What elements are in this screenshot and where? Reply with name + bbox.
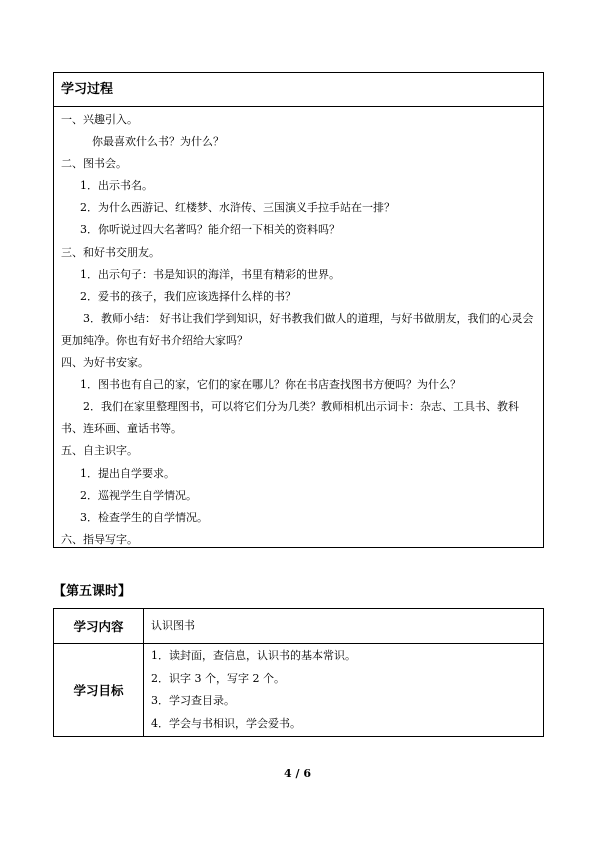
process-line: 1．提出自学要求。 [80,466,175,480]
process-line: 2．为什么西游记、红楼梦、水浒传、三国演义手拉手站在一排？ [80,201,395,215]
learning-content-row [54,609,544,644]
learning-content-value-cell [144,609,544,644]
learning-goals-cell [144,644,544,737]
process-line: 五、自主识字。 [61,444,138,458]
learning-content-label: 学习内容 [54,609,144,644]
process-line: 2．爱书的孩子，我们应该选择什么样的书？ [80,289,296,303]
learning-goal-item: 1．读封面，查信息，认识书的基本常识。 [151,649,356,662]
process-line: 六、指导写字。 [61,532,138,546]
process-line: 2．我们在家里整理图书，可以将它们分为几类？教师相机出示词卡：杂志、工具书、教科书、连环画、童话书等。 [61,400,519,436]
learning-process-body [54,107,543,547]
process-line: 3．检查学生的自学情况。 [80,510,208,524]
learning-goals-label: 学习目标 [54,644,144,737]
process-line: 二、图书会。 [61,157,127,171]
process-line: 一、兴趣引入。 [61,113,138,126]
learning-goal-item: 4．学会与书相识，学会爱书。 [151,716,301,730]
process-line: 1．出示句子：书是知识的海洋，书里有精彩的世界。 [80,267,340,281]
learning-goals-list [150,644,537,735]
lesson-table [53,608,544,737]
learning-goals-row [54,644,544,737]
process-line: 你最喜欢什么书？为什么？ [92,135,224,149]
process-line: 3．教师小结： 好书让我们学到知识，好书教我们做人的道理，与好书做朋友，我们的心灵会更加纯净。你也有好书介绍给大家吗？ [61,311,534,347]
learning-goal-item: 2．识字 3 个，写字 2 个。 [151,671,285,685]
learning-process-header-cell [54,73,544,107]
process-line: 2．巡视学生自学情况。 [80,488,197,502]
process-line: 四、为好书安家。 [61,356,149,370]
section-title: 【第五课时】 [53,584,132,599]
process-line: 3．你听说过四大名著吗？能介绍一下相关的资料吗？ [80,223,340,237]
learning-process-table [53,72,544,548]
learning-goal-item: 3．学习查目录。 [151,694,235,708]
learning-process-body-cell [54,107,544,548]
process-line: 1．出示书名。 [80,179,153,193]
process-line: 三、和好书交朋友。 [61,245,160,259]
learning-content-value: 认识图书 [151,619,195,632]
process-line: 1．图书也有自己的家，它们的家在哪儿？你在书店查找图书方便吗？为什么？ [80,378,461,392]
learning-process-header: 学习过程 [61,82,114,97]
page-number: 4 / 6 [284,767,311,780]
